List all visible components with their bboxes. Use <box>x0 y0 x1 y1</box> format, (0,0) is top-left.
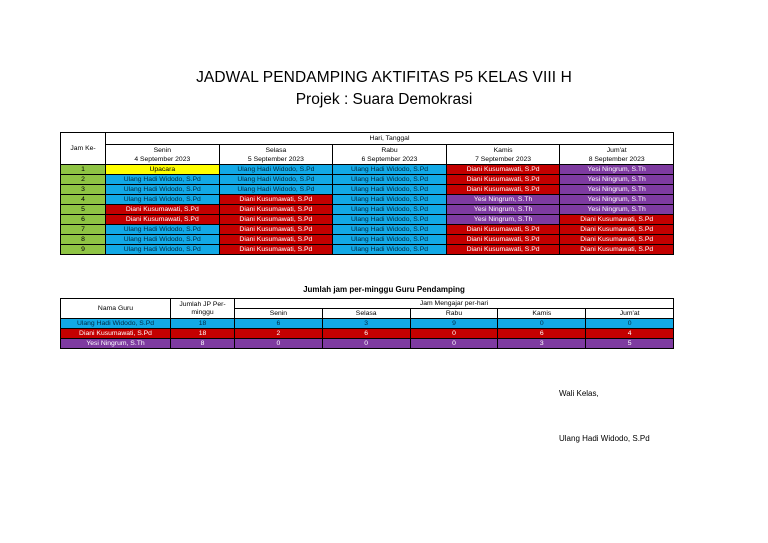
schedule-cell: Diani Kusumawati, S.Pd <box>446 185 560 195</box>
schedule-cell: Diani Kusumawati, S.Pd <box>560 225 674 235</box>
schedule-cell: Ulang Hadi Widodo, S.Pd <box>333 165 447 175</box>
schedule-cell: Diani Kusumawati, S.Pd <box>446 165 560 175</box>
day-name: Selasa <box>265 146 287 154</box>
summary-day-header: Jum'at <box>586 309 674 319</box>
summary-row <box>61 319 674 329</box>
summary-day-value: 6 <box>322 329 410 339</box>
summary-teacher-name: Ulang Hadi Widodo, S.Pd <box>61 319 171 329</box>
summary-group-header: Jam Mengajar per-hari <box>235 299 674 309</box>
schedule-cell: Ulang Hadi Widodo, S.Pd <box>219 175 333 185</box>
day-header <box>106 145 220 165</box>
jam-cell: 9 <box>61 245 106 255</box>
jam-cell: 5 <box>61 205 106 215</box>
day-header <box>446 145 560 165</box>
schedule-cell: Ulang Hadi Widodo, S.Pd <box>333 205 447 215</box>
jam-cell: 7 <box>61 225 106 235</box>
schedule-cell: Ulang Hadi Widodo, S.Pd <box>219 185 333 195</box>
summary-table <box>60 298 674 349</box>
schedule-row <box>61 165 674 175</box>
day-header <box>560 145 674 165</box>
day-date: 5 September 2023 <box>247 155 304 163</box>
summary-day-value: 6 <box>498 329 586 339</box>
summary-jp-value: 18 <box>171 319 235 329</box>
summary-jp-value: 8 <box>171 339 235 349</box>
summary-day-value: 5 <box>586 339 674 349</box>
jam-cell: 8 <box>61 235 106 245</box>
day-date: 4 September 2023 <box>134 155 191 163</box>
summary-day-value: 2 <box>235 329 323 339</box>
schedule-cell: Ulang Hadi Widodo, S.Pd <box>106 225 220 235</box>
summary-jp-label: Jumlah JP Per-minggu <box>179 300 226 316</box>
day-date: 7 September 2023 <box>475 155 532 163</box>
schedule-cell: Diani Kusumawati, S.Pd <box>560 215 674 225</box>
jam-header: Jam Ke- <box>61 133 106 165</box>
schedule-cell: Ulang Hadi Widodo, S.Pd <box>333 235 447 245</box>
schedule-cell: Diani Kusumawati, S.Pd <box>219 245 333 255</box>
page-title: JADWAL PENDAMPING AKTIFITAS P5 KELAS VIII H <box>196 69 572 86</box>
schedule-cell: Ulang Hadi Widodo, S.Pd <box>106 245 220 255</box>
jam-cell: 4 <box>61 195 106 205</box>
schedule-cell: Ulang Hadi Widodo, S.Pd <box>106 235 220 245</box>
schedule-cell: Yesi Ningrum, S.Th <box>560 165 674 175</box>
summary-day-value: 6 <box>235 319 323 329</box>
schedule-cell: Ulang Hadi Widodo, S.Pd <box>106 195 220 205</box>
page-subtitle: Projek : Suara Demokrasi <box>295 91 473 108</box>
schedule-cell: Diani Kusumawati, S.Pd <box>446 175 560 185</box>
signature-name: Ulang Hadi Widodo, S.Pd <box>559 434 650 443</box>
schedule-cell: Ulang Hadi Widodo, S.Pd <box>333 245 447 255</box>
schedule-row <box>61 235 674 245</box>
schedule-cell: Ulang Hadi Widodo, S.Pd <box>333 185 447 195</box>
schedule-cell: Diani Kusumawati, S.Pd <box>446 235 560 245</box>
jam-cell: 3 <box>61 185 106 195</box>
schedule-table <box>60 132 674 255</box>
summary-day-value: 3 <box>498 339 586 349</box>
schedule-cell: Diani Kusumawati, S.Pd <box>446 245 560 255</box>
summary-day-value: 0 <box>410 339 498 349</box>
schedule-cell: Yesi Ningrum, S.Th <box>560 205 674 215</box>
schedule-cell: Diani Kusumawati, S.Pd <box>560 245 674 255</box>
schedule-cell: Diani Kusumawati, S.Pd <box>106 215 220 225</box>
schedule-cell: Yesi Ningrum, S.Th <box>446 195 560 205</box>
schedule-cell: Diani Kusumawati, S.Pd <box>219 205 333 215</box>
summary-day-value: 3 <box>322 319 410 329</box>
schedule-cell: Diani Kusumawati, S.Pd <box>219 215 333 225</box>
summary-day-value: 9 <box>410 319 498 329</box>
summary-teacher-name: Yesi Ningrum, S.Th <box>61 339 171 349</box>
schedule-cell: Yesi Ningrum, S.Th <box>560 175 674 185</box>
summary-day-value: 0 <box>322 339 410 349</box>
day-header <box>333 145 447 165</box>
jam-cell: 6 <box>61 215 106 225</box>
schedule-cell: Diani Kusumawati, S.Pd <box>219 195 333 205</box>
schedule-cell: Yesi Ningrum, S.Th <box>560 195 674 205</box>
day-name: Senin <box>153 146 171 154</box>
schedule-row <box>61 195 674 205</box>
schedule-row <box>61 215 674 225</box>
schedule-row <box>61 205 674 215</box>
summary-name-header: Nama Guru <box>61 299 171 319</box>
schedule-row <box>61 175 674 185</box>
schedule-cell: Diani Kusumawati, S.Pd <box>219 235 333 245</box>
schedule-cell: Ulang Hadi Widodo, S.Pd <box>333 225 447 235</box>
summary-day-value: 0 <box>498 319 586 329</box>
summary-day-header: Rabu <box>410 309 498 319</box>
day-header <box>219 145 333 165</box>
summary-row <box>61 329 674 339</box>
day-name: Rabu <box>381 146 398 154</box>
schedule-cell: Upacara <box>106 165 220 175</box>
day-name: Kamis <box>493 146 513 154</box>
schedule-cell: Ulang Hadi Widodo, S.Pd <box>106 175 220 185</box>
schedule-cell: Ulang Hadi Widodo, S.Pd <box>219 165 333 175</box>
summary-row <box>61 339 674 349</box>
summary-jp-header <box>171 299 235 319</box>
summary-teacher-name: Diani Kusumawati, S.Pd <box>61 329 171 339</box>
summary-day-value: 4 <box>586 329 674 339</box>
day-name: Jum'at <box>606 146 627 154</box>
schedule-cell: Yesi Ningrum, S.Th <box>560 185 674 195</box>
summary-day-header: Selasa <box>322 309 410 319</box>
summary-day-value: 0 <box>235 339 323 349</box>
schedule-cell: Ulang Hadi Widodo, S.Pd <box>333 195 447 205</box>
schedule-cell: Diani Kusumawati, S.Pd <box>219 225 333 235</box>
schedule-row <box>61 225 674 235</box>
schedule-row <box>61 245 674 255</box>
schedule-cell: Diani Kusumawati, S.Pd <box>106 205 220 215</box>
summary-title: Jumlah jam per-minggu Guru Pendamping <box>303 285 465 294</box>
summary-day-value: 0 <box>410 329 498 339</box>
signature-role: Wali Kelas, <box>559 389 599 398</box>
schedule-cell: Ulang Hadi Widodo, S.Pd <box>333 175 447 185</box>
summary-day-header: Senin <box>235 309 323 319</box>
schedule-cell: Ulang Hadi Widodo, S.Pd <box>106 185 220 195</box>
day-group-header: Hari, Tanggal <box>106 133 674 145</box>
schedule-cell: Diani Kusumawati, S.Pd <box>446 225 560 235</box>
schedule-cell: Yesi Ningrum, S.Th <box>446 205 560 215</box>
day-date: 6 September 2023 <box>361 155 418 163</box>
summary-jp-value: 18 <box>171 329 235 339</box>
summary-day-value: 0 <box>586 319 674 329</box>
jam-cell: 1 <box>61 165 106 175</box>
schedule-cell: Diani Kusumawati, S.Pd <box>560 235 674 245</box>
schedule-cell: Yesi Ningrum, S.Th <box>446 215 560 225</box>
summary-day-header: Kamis <box>498 309 586 319</box>
schedule-row <box>61 185 674 195</box>
day-date: 8 September 2023 <box>588 155 645 163</box>
jam-cell: 2 <box>61 175 106 185</box>
schedule-cell: Ulang Hadi Widodo, S.Pd <box>333 215 447 225</box>
